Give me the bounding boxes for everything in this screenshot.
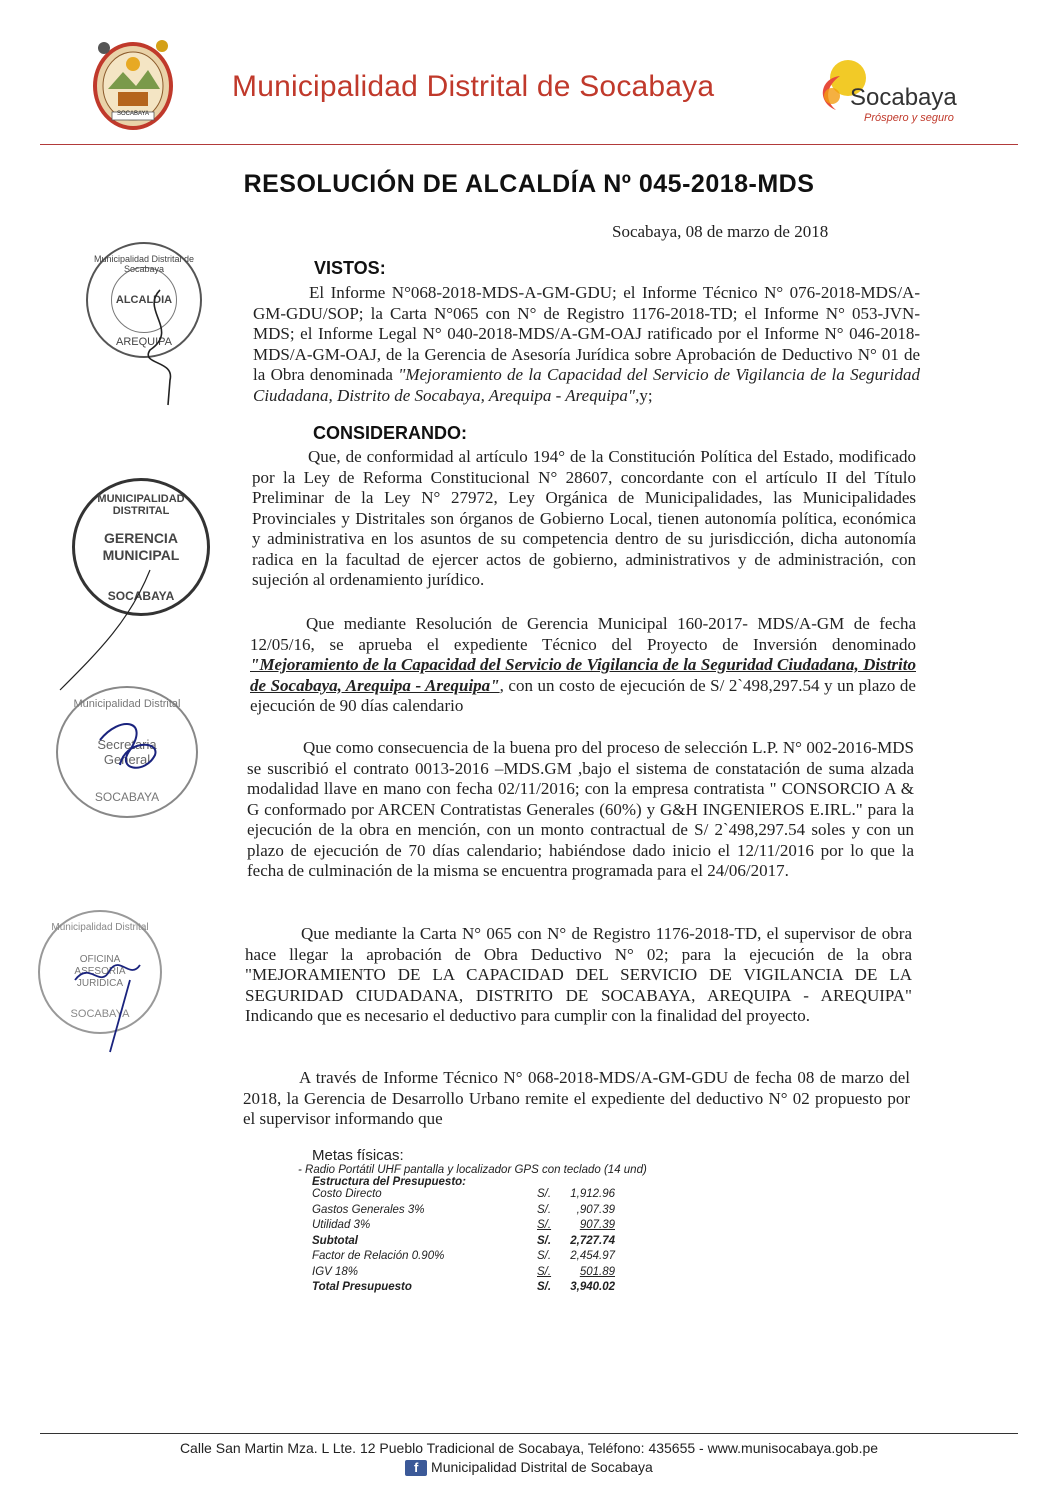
crest-label: SOCABAYA [116,111,150,117]
brand-tagline: Próspero y seguro [864,112,954,124]
stamp-gerencia-bottom: SOCABAYA [107,589,175,603]
stamp-alcaldia-bottom: AREQUIPA [115,336,173,348]
metas-item: - Radio Portátil UHF pantalla y localizador GPS con teclado (14 und) [298,1164,647,1176]
stamp-asesoria-center-1: OFICINA [79,954,121,965]
metas-title: Metas físicas: [312,1147,404,1164]
vistos-text: El Informe N°068-2018-MDS-A-GM-GDU; el Informe Técnico N° 076-2018-MDS/A-GM-GDU/SOP; la Carta N°065 con N° de Registro 1176-2018-TD; el Informe N° 053-JVN-MDS; el Informe Legal N° 040-2018-MDS/A-GM-OAJ ratificado por el Informe N° 046-2018-MDS/A-GM-OAJ, de la Gerencia de Asesoría Jurídica sobre Aprobación de Deductivo N° 01 de la Obra denominada [253,283,920,384]
brand-logo [810,56,980,128]
budget-row: Utilidad 3% S/. 907.39 [312,1219,615,1231]
stamp-alcaldia-center: ALCALDIA [111,267,177,333]
p4-text: Que mediante la Carta N° 065 con N° de Registro 1176-2018-TD, el supervisor de obra hace llegar la aprobación de Obra Deductivo N° 02; para la ejecución de la obra "MEJORAMIENTO DE LA CAPACIDAD DEL SERVICIO DE VIGILANCIA DE LA SEGURIDAD CIUDADANA, DISTRITO DE SOCABAYA, AREQUIPA - AREQUIPA" Indicando que es necesario el deductivo para cumplir con la finalidad del proyecto. [245,924,912,1025]
footer-address: Calle San Martin Mza. L Lte. 12 Pueblo Tradicional de Socabaya, Teléfono: 435655 - www.munisocabaya.gob.pe [179,1440,879,1456]
facebook-icon[interactable]: f [405,1460,427,1476]
signature-2 [40,560,170,700]
p2-text: Que mediante Resolución de Gerencia Municipal 160-2017- MDS/A-GM de fecha 12/05/16, se aprueba el expediente Técnico del Proyecto de Inversión denominado [250,614,916,654]
considerando-paragraph-2 [250,614,916,717]
p2-text-end: , con un costo de ejecución de S/ 2`498,297.54 y un plazo de ejecución de 90 días calendario [250,675,916,715]
considerando-paragraph-3 [247,738,914,882]
stamp-asesoria-center-2: ASESORIA [74,966,126,977]
stamp-gerencia-center-1: GERENCIA [104,530,178,546]
vistos-paragraph [253,283,920,406]
signature-4 [70,940,150,1060]
considerando-heading: CONSIDERANDO: [313,423,468,443]
stamp-alcaldia-top: Municipalidad Distrital de Socabaya [93,254,195,274]
signature-3 [90,710,170,790]
budget-row: Total Presupuesto S/. 3,940.02 [312,1281,615,1293]
budget-row: IGV 18% S/. 501.89 [312,1265,615,1278]
budget-row: Factor de Relación 0.90% S/. 2,454.97 [312,1250,615,1262]
document-date: Socabaya, 08 de marzo de 2018 [612,222,829,241]
stamp-secretaria-center-2: General [103,752,151,767]
header-divider [40,144,1018,145]
stamp-asesoria-top: Municipalidad Distrital [51,922,149,933]
p3-text: Que como consecuencia de la buena pro del proceso de selección L.P. N° 002-2016-MDS se suscribió el contrato 0013-2016 –MDS.GM ,bajo el sistema de constatación de suma alzada modalidad llave en mano con fecha 02/11/2016; con la empresa contratista " CONSORCIO A & G conformado por ARCEN Contratistas Generales (60%) y G&H INGENIEROS E.IRL." para la ejecución de la obra en mención, con un monto contractual de S/ 2`498,297.54 soles y con un plazo de ejecución de 70 días calendario; habiéndose dado inicio el 12/11/2016 por lo que la fecha de culminación de la misma se encuentra programada para el 24/06/2017. [247,738,914,880]
footer-social-label: Municipalidad Distrital de Socabaya [431,1459,653,1475]
brand-name: Socabaya [850,84,957,111]
estructura-heading: Estructura del Presupuesto: [312,1176,467,1188]
municipal-crest [88,34,178,134]
signature-1 [130,270,200,410]
p5-text: A través de Informe Técnico N° 068-2018-MDS/A-GM-GDU de fecha 08 de marzo del 2018, la Gerencia de Desarrollo Urbano remite el expediente del deductivo N° 02 propuesto por el supervisor informando que [243,1068,910,1128]
stamp-asesoria-bottom: SOCABAYA [70,1008,130,1020]
considerando-paragraph-4 [245,924,912,1027]
stamp-gerencia-center-2: MUNICIPAL [102,547,180,563]
resolution-title-prefix: RESOLUCIÓN DE ALCALDÍA Nº [243,170,632,198]
resolution-title [0,170,1058,199]
stamp-secretaria-center-1: Secretaria [97,737,157,752]
stamp-asesoria-center-3: JURIDICA [76,978,124,989]
p2-project-name: "Mejoramiento de la Capacidad del Servicio de Vigilancia de la Seguridad Ciudadana, Distrito de Socabaya, Arequipa - Arequipa" [250,655,916,695]
vistos-project-name: "Mejoramiento de la Capacidad del Servicio de Vigilancia de la Seguridad Ciudadana, Distrito de Socabaya, Arequipa - Arequipa" [253,365,920,405]
metas-block [298,1147,647,1297]
budget-row: Subtotal S/. 2,727.74 [312,1234,615,1247]
considerando-paragraph-1 [252,447,916,591]
vistos-heading: VISTOS: [314,258,386,278]
stamp-secretaria-bottom: SOCABAYA [94,790,160,804]
budget-row: Gastos Generales 3% S/. ,907.39 [312,1203,615,1216]
budget-table [312,1188,647,1297]
stamp-secretaria-top: Municipalidad Distrital [73,698,181,710]
vistos-text-end: ,y; [635,385,653,405]
budget-row: Costo Directo S/. 1,912.96 [312,1188,615,1200]
considerando-paragraph-5 [243,1068,910,1130]
stamp-gerencia-top: MUNICIPALIDAD DISTRITAL [97,493,185,517]
footer-social [0,1459,1058,1476]
municipality-title: Municipalidad Distrital de Socabaya [232,70,715,103]
footer-divider [40,1433,1018,1434]
resolution-number: 045-2018-MDS [638,170,815,198]
considerando-p1-text: Que, de conformidad al artículo 194° de la Constitución Política del Estado, modificado por la Ley de Reforma Constitucional N° 28607, concordante con el artículo II del Título Preliminar de la Ley N° 27972, Ley Orgánica de Municipalidades, las Municipalidades Provinciales y Distritales son órganos de Gobierno Local, tienen autonomía política, económica y administrativa en los asuntos de su competencia dentro de su jurisdicción, dicha autonomía radica en la facultad de ejercer actos de gobierno, administrativos y de administración, con sujeción al ordenamiento jurídico. [252,447,916,589]
